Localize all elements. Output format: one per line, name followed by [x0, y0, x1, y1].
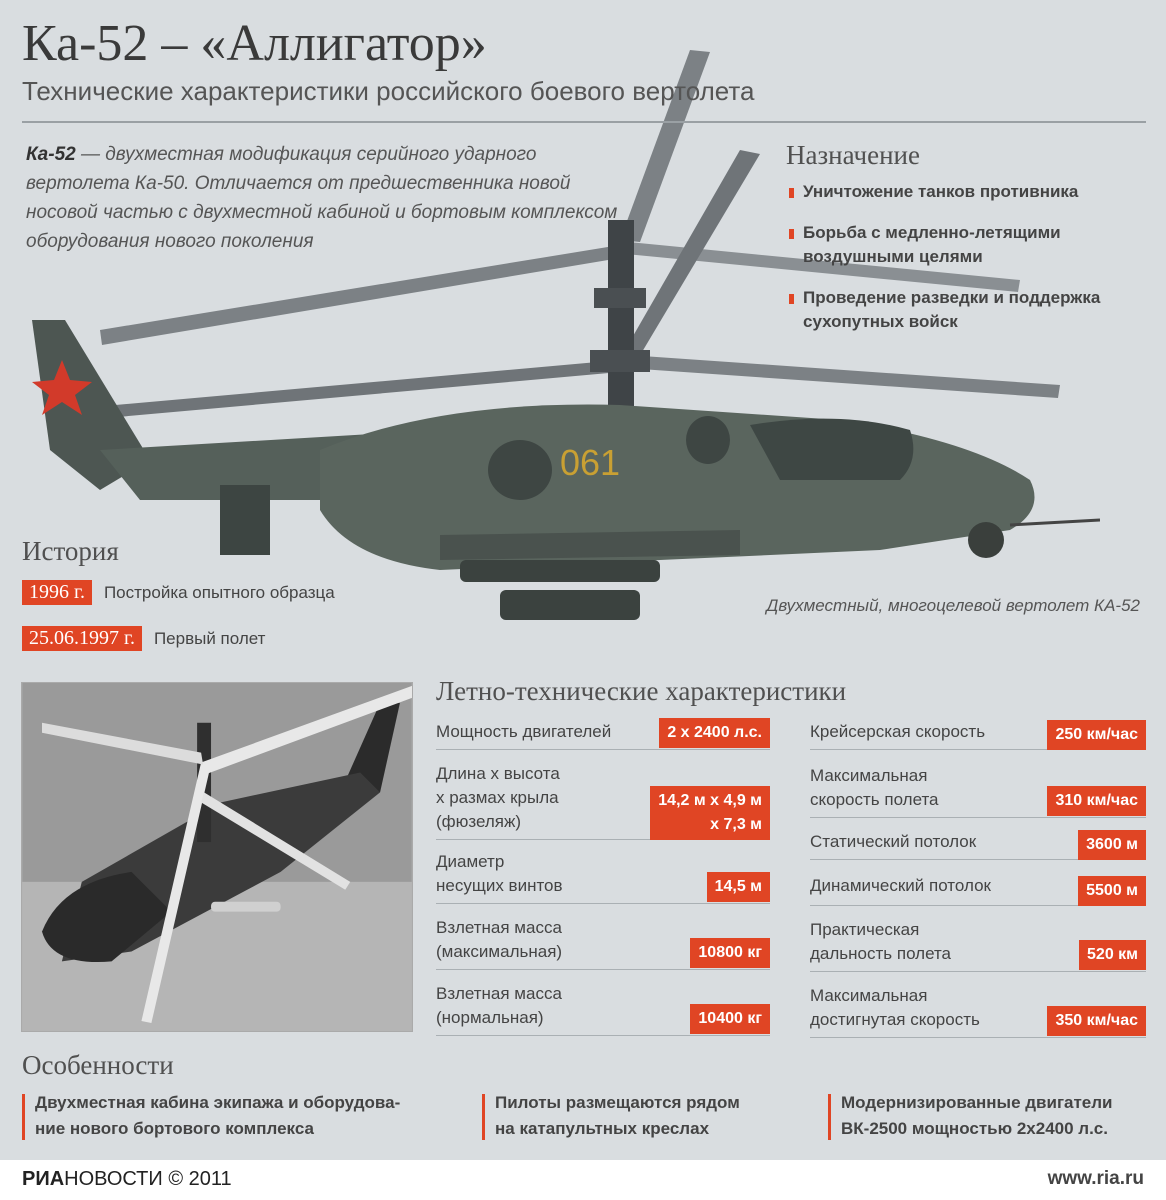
purpose-item: Борьба с медленно-летящими воздушными целями [788, 221, 1143, 269]
page-subtitle: Технические характеристики российского боевого вертолета [22, 76, 755, 106]
history-item [22, 626, 265, 651]
spec-label: Длина х высота х размах крыла (фюзеляж) [436, 764, 560, 831]
intro-body: — двухместная модификация серийного ударного вертолета Ка-50. Отличается от предшественника новой носовой частью с двухместной кабиной и бортовым комплексом оборудования нового поколения [26, 144, 618, 252]
spec-label: Максимальная скорость полета [810, 766, 939, 809]
spec-value: 3600 м [1078, 830, 1146, 860]
purpose-item: Проведение разведки и поддержка сухопутных войск [788, 286, 1143, 334]
logo-novosti: НОВОСТИ [64, 1168, 163, 1190]
purpose-item: Уничтожение танков противника [788, 180, 1143, 204]
header-divider [22, 121, 1146, 123]
history-item [22, 580, 335, 605]
features-heading: Особенности [22, 1050, 174, 1080]
tail-number: 061 [560, 442, 621, 483]
history-date-badge: 1996 г. [22, 580, 92, 605]
spec-label: Статический потолок [810, 832, 977, 851]
intro-text [26, 140, 626, 256]
spec-row [810, 828, 1146, 860]
spec-value: 250 км/час [1047, 720, 1146, 750]
spec-label: Крейсерская скорость [810, 722, 986, 741]
site-link[interactable]: www.ria.ru [1047, 1168, 1144, 1189]
feature-item: Пилоты размещаются рядом на катапультных креслах [482, 1090, 792, 1142]
copyright: © 2011 [162, 1168, 232, 1190]
spec-label: Диаметр несущих винтов [436, 852, 563, 895]
specs-heading: Летно-технические характеристики [436, 676, 847, 706]
spec-value: 520 км [1079, 940, 1146, 970]
spec-value: 2 х 2400 л.с. [659, 718, 770, 748]
purpose-heading: Назначение [786, 140, 920, 170]
feature-item: Модернизированные двигатели ВК-2500 мощностью 2х2400 л.с. [828, 1090, 1148, 1142]
ria-novosti-logo [22, 1168, 232, 1191]
spec-row [810, 762, 1146, 818]
spec-value: 350 км/час [1047, 1006, 1146, 1036]
spec-value: 14,5 м [707, 872, 770, 902]
history-heading: История [22, 536, 119, 566]
spec-row [810, 716, 1146, 750]
spec-row [436, 716, 770, 750]
history-text: Первый полет [153, 628, 266, 648]
intro-lead: Ка-52 [26, 144, 76, 165]
purpose-list [788, 180, 1143, 351]
spec-label: Практическая дальность полета [810, 920, 952, 963]
spec-row [810, 872, 1146, 906]
spec-label: Динамический потолок [810, 876, 991, 895]
spec-row [436, 760, 770, 840]
spec-label: Мощность двигателей [436, 722, 612, 741]
history-text: Постройка опытного образца [103, 582, 335, 602]
spec-value: 10800 кг [690, 938, 770, 968]
spec-value: 310 км/час [1047, 786, 1146, 816]
history-date-badge: 25.06.1997 г. [22, 626, 142, 651]
bw-helicopter-photo [21, 682, 413, 1032]
photo-caption: Двухместный, многоцелевой вертолет КА-52 [766, 596, 1140, 615]
logo-ria: РИА [22, 1168, 65, 1190]
spec-label: Взлетная масса (нормальная) [436, 984, 562, 1027]
spec-row [810, 982, 1146, 1038]
spec-row [810, 916, 1146, 972]
spec-value: 14,2 м х 4,9 м х 7,3 м [650, 786, 770, 840]
spec-label: Взлетная масса (максимальная) [436, 918, 563, 961]
spec-row [436, 914, 770, 970]
spec-row [436, 980, 770, 1036]
spec-row [436, 850, 770, 904]
page-title: Ка-52 – «Аллигатор» [22, 15, 487, 72]
spec-value: 5500 м [1078, 876, 1146, 906]
feature-item: Двухместная кабина экипажа и оборудова- ние нового бортового комплекса [22, 1090, 452, 1142]
spec-value: 10400 кг [690, 1004, 770, 1034]
footer [0, 1160, 1166, 1200]
spec-label: Максимальная достигнутая скорость [810, 986, 980, 1029]
